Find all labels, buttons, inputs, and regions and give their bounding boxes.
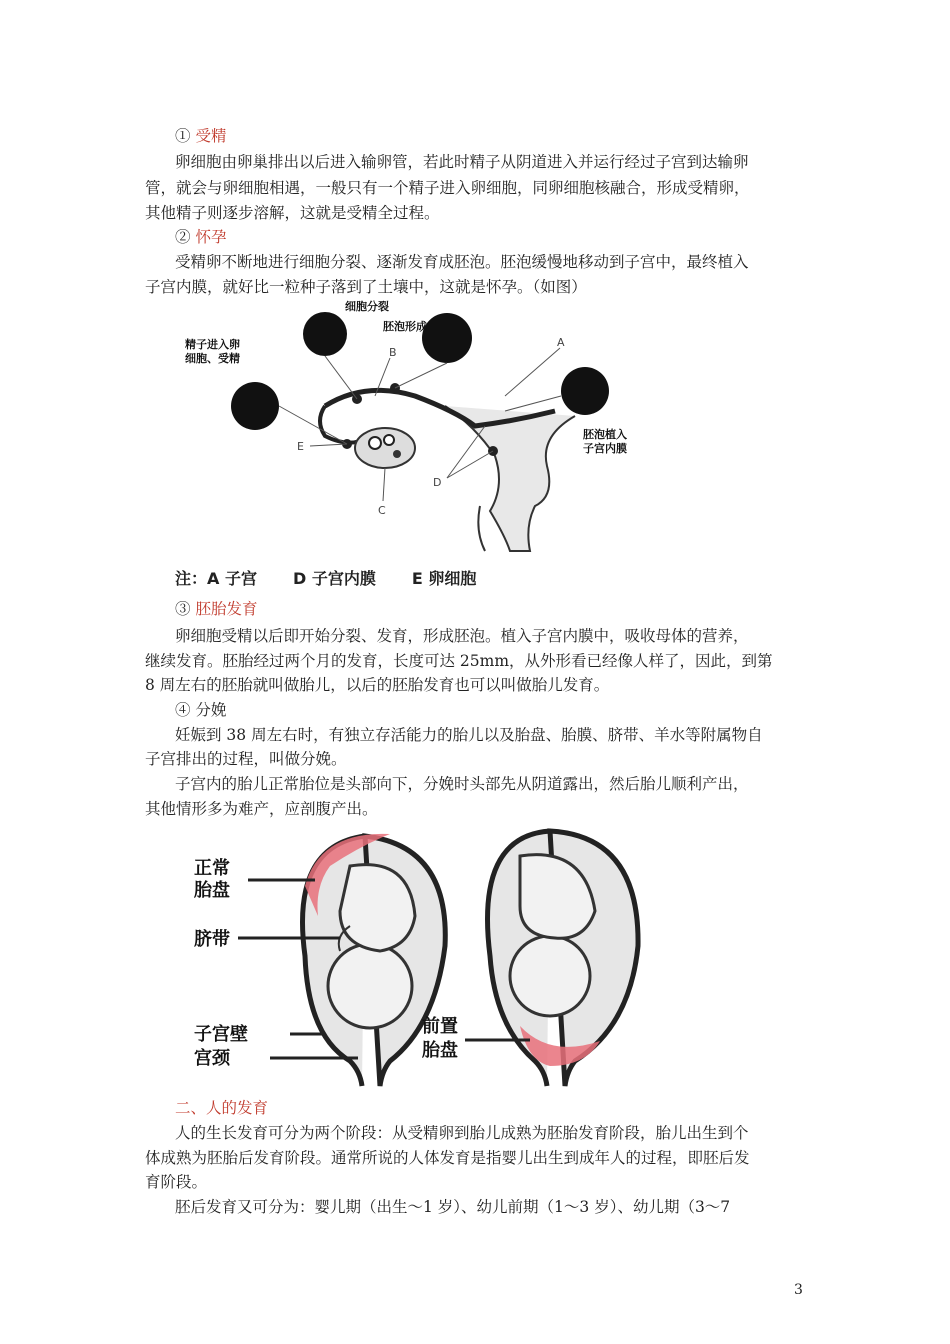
paragraph-line: 其他情形多为难产，应剖腹产出。 <box>145 800 378 818</box>
label-previa-line2: 胎盘 <box>422 1040 458 1061</box>
paragraph-line: 继续发育。胚胎经过两个月的发育，长度可达 25mm，从外形看已经像人样了，因此，到第 <box>145 652 773 670</box>
letter-a: A <box>557 336 565 349</box>
paragraph-line: 胚后发育又可分为：婴儿期（出生～1 岁）、幼儿前期（1～3 岁）、幼儿期（3～7 <box>175 1198 731 1216</box>
implanted-blastocyst <box>561 367 609 415</box>
section-1-title <box>175 124 810 148</box>
label-normal-placenta-line2: 胎盘 <box>194 880 230 901</box>
paragraph-line: 子宫排出的过程，叫做分娩。 <box>145 750 347 768</box>
figure-1-note <box>175 566 512 589</box>
paragraph-line: 卵细胞受精以后即开始分裂、发育，形成胚泡。植入子宫内膜中，吸收母体的营养， <box>175 627 749 645</box>
label-blastocyst-forming: 胚泡形成 <box>383 320 427 333</box>
page-number: 3 <box>794 1282 803 1298</box>
section-heading-human-development: 二、人的发育 <box>175 1099 269 1117</box>
paragraph-line: 人的生长发育可分为两个阶段：从受精卵到胎儿成熟为胚胎发育阶段，胎儿出生到个 <box>175 1124 749 1142</box>
section-3-title <box>175 597 810 621</box>
fertilization-diagram <box>175 296 645 558</box>
label-sperm-line1: 精子进入卵 <box>185 338 240 351</box>
label-cervix: 宫颈 <box>194 1048 230 1069</box>
paragraph-line: 体成熟为胚胎后发育阶段。通常所说的人体发育是指婴儿出生到成年人的过程，即胚后发 <box>145 1149 750 1167</box>
note-prefix: 注： <box>175 569 208 588</box>
placenta-diagram <box>190 826 650 1088</box>
section-2-heading: 怀孕 <box>195 228 227 246</box>
paragraph-line: 妊娠到 38 周左右时，有独立存活能力的胎儿以及胎盘、胎膜、脐带、羊水等附属物自 <box>175 726 763 744</box>
paragraph-line: 管，就会与卵细胞相遇，一般只有一个精子进入卵细胞，同卵细胞核融合，形成受精卵， <box>145 179 750 197</box>
ovary <box>355 428 415 468</box>
section-1-number: ① <box>175 127 191 145</box>
paragraph-line: 育阶段。 <box>145 1173 208 1191</box>
paragraph-line: 其他精子则逐步溶解，这就是受精全过程。 <box>145 204 440 222</box>
uterus-shape <box>445 406 575 551</box>
section-2-title <box>175 225 810 249</box>
label-uterine-wall: 子宫壁 <box>194 1024 248 1045</box>
label-cell-division: 细胞分裂 <box>345 300 389 313</box>
label-implant-line1: 胚泡植入 <box>583 428 627 441</box>
section-2-number: ② <box>175 228 191 246</box>
label-normal-placenta-line1: 正常 <box>194 858 230 879</box>
label-umbilical-cord: 脐带 <box>194 929 230 950</box>
paragraph-line: 8 周左右的胚胎就叫做胎儿，以后的胚胎发育也可以叫做胎儿发育。 <box>145 676 610 694</box>
note-d: D 子宫内膜 <box>292 569 376 588</box>
fetus-head-previa <box>510 936 590 1016</box>
paragraph-line: 子宫内膜，就好比一粒种子落到了土壤中，这就是怀孕。（如图） <box>145 278 587 296</box>
note-a: A 子宫 <box>207 569 257 588</box>
dividing-cell <box>303 312 347 356</box>
note-e: E 卵细胞 <box>411 569 477 588</box>
section-3-number: ③ <box>175 600 191 618</box>
paragraph-line: 卵细胞由卵巢排出以后进入输卵管，若此时精子从阴道进入并运行经过子宫到达输卵 <box>175 153 749 171</box>
blastocyst-cell <box>422 313 472 363</box>
label-implant-line2: 子宫内膜 <box>583 442 627 455</box>
letter-d: D <box>433 476 442 489</box>
letter-c: C <box>378 504 386 517</box>
section-1-heading: 受精 <box>195 127 227 145</box>
section-3-heading: 胚胎发育 <box>195 600 258 618</box>
paragraph-line: 受精卵不断地进行细胞分裂、逐渐发育成胚泡。胚泡缓慢地移动到子宫中，最终植入 <box>175 253 749 271</box>
label-previa-line1: 前置 <box>422 1016 458 1037</box>
label-sperm-line2: 细胞、受精 <box>185 352 240 365</box>
paragraph-line: 子宫内的胎儿正常胎位是头部向下，分娩时头部先从阴道露出，然后胎儿顺利产出， <box>175 775 749 793</box>
letter-b: B <box>389 346 397 359</box>
section-4-title: ④ 分娩 <box>175 701 227 719</box>
fertilized-egg <box>231 382 279 430</box>
letter-e: E <box>297 440 304 453</box>
fetus-head-normal <box>328 944 412 1028</box>
